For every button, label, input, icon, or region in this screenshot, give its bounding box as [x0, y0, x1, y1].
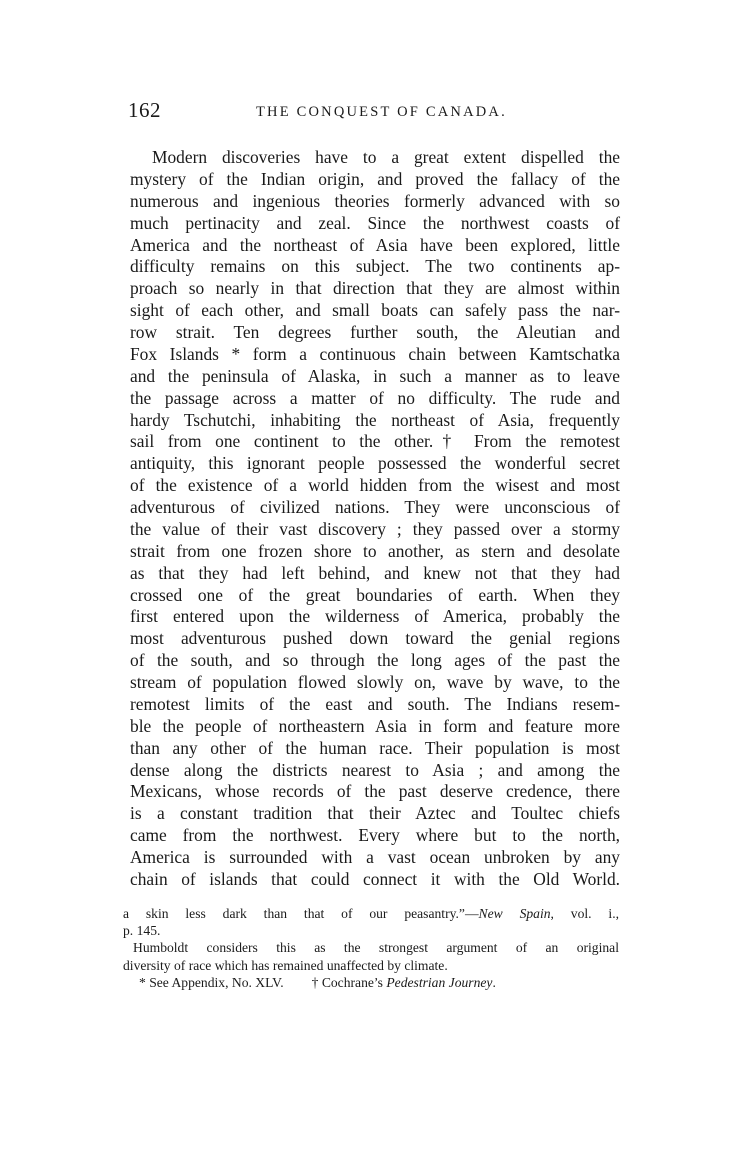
- footnote-humboldt-line: Humboldt considers this as the strongest argument of an original: [133, 940, 619, 956]
- running-title: THE CONQUEST OF CANADA.: [256, 104, 507, 120]
- text-line: of the south, and so through the long ages of the past the: [130, 650, 620, 671]
- text-line: came from the northwest. Every where but to the north,: [130, 825, 620, 846]
- text-line: as that they had left behind, and knew not that they had: [130, 562, 620, 583]
- footnote-references: [123, 974, 619, 991]
- text-line: ble the people of northeastern Asia in form and feature more: [130, 715, 620, 736]
- footnote-humboldt-line: diversity of race which has remained unaffected by climate.: [123, 957, 448, 973]
- text-line: antiquity, this ignorant people possessed the wonderful secret: [130, 453, 620, 474]
- body-paragraph: [130, 147, 620, 891]
- text-line: and the peninsula of Alaska, in such a manner as to leave: [130, 365, 620, 386]
- footnote-continuation: [123, 905, 619, 922]
- footnote-dagger-end: .: [492, 974, 496, 990]
- text-line: the passage across a matter of no difficulty. The rude and: [130, 387, 620, 408]
- text-line: of the existence of a world hidden from the wisest and most: [130, 475, 620, 496]
- footnote-source-title: New Spain: [478, 906, 551, 921]
- text-line: dense along the districts nearest to Asia ; and among the: [130, 759, 620, 780]
- text-line: America and the northeast of Asia have been explored, little: [130, 234, 620, 255]
- text-line: difficulty remains on this subject. The two continents ap-: [130, 256, 620, 277]
- text-line: numerous and ingenious theories formerly advanced with so: [130, 190, 620, 211]
- text-line: adventurous of civilized nations. They were unconscious of: [130, 497, 620, 517]
- text-line: strait from one frozen shore to another, as stern and desolate: [130, 540, 620, 561]
- text-line: than any other of the human race. Their population is most: [130, 737, 620, 758]
- footnote-volume: , vol. i.,: [550, 906, 619, 921]
- text-line: row strait. Ten degrees further south, the Aleutian and: [130, 322, 620, 342]
- page-number: 162: [128, 98, 161, 122]
- text-line: Modern discoveries have to a great extent dispelled the: [152, 147, 620, 167]
- text-line: first entered upon the wilderness of America, probably the: [130, 606, 620, 627]
- text-line: Mexicans, whose records of the past deserve credence, there: [130, 781, 620, 802]
- footnote-dagger: † Cochrane’s: [311, 974, 387, 990]
- text-line: mystery of the Indian origin, and proved the fallacy of the: [130, 168, 620, 189]
- text-line: remotest limits of the east and south. The Indians resem-: [130, 693, 620, 714]
- text-line: Fox Islands * form a continuous chain between Kamtschatka: [130, 343, 620, 364]
- page-header: [128, 98, 623, 128]
- text-line: the value of their vast discovery ; they passed over a stormy: [130, 518, 620, 539]
- text-line: sail from one continent to the other.† From the remotest: [130, 431, 620, 452]
- text-line: much pertinacity and zeal. Since the northwest coasts of: [130, 212, 620, 233]
- text-line: crossed one of the great boundaries of earth. When they: [130, 584, 620, 605]
- text-line: is a constant tradition that their Aztec and Toultec chiefs: [130, 803, 620, 824]
- text-line: stream of population flowed slowly on, wave by wave, to the: [130, 672, 620, 692]
- text-line: hardy Tschutchi, inhabiting the northeast of Asia, frequently: [130, 409, 620, 430]
- footnote-star: * See Appendix, No. XLV.: [139, 974, 284, 990]
- footnote-quote: a skin less dark than that of our peasantry.”—: [123, 906, 479, 921]
- text-line: proach so nearly in that direction that they are almost within: [130, 278, 620, 299]
- text-line: most adventurous pushed down toward the genial regions: [130, 628, 620, 649]
- footnote-page: p. 145.: [123, 923, 161, 939]
- text-line: America is surrounded with a vast ocean unbroken by any: [130, 847, 620, 867]
- footnotes: [123, 905, 619, 991]
- text-line: sight of each other, and small boats can safely pass the nar-: [130, 300, 620, 321]
- footnote-dagger-title: Pedestrian Journey: [386, 974, 493, 990]
- text-line: chain of islands that could connect it with the Old World.: [130, 868, 620, 889]
